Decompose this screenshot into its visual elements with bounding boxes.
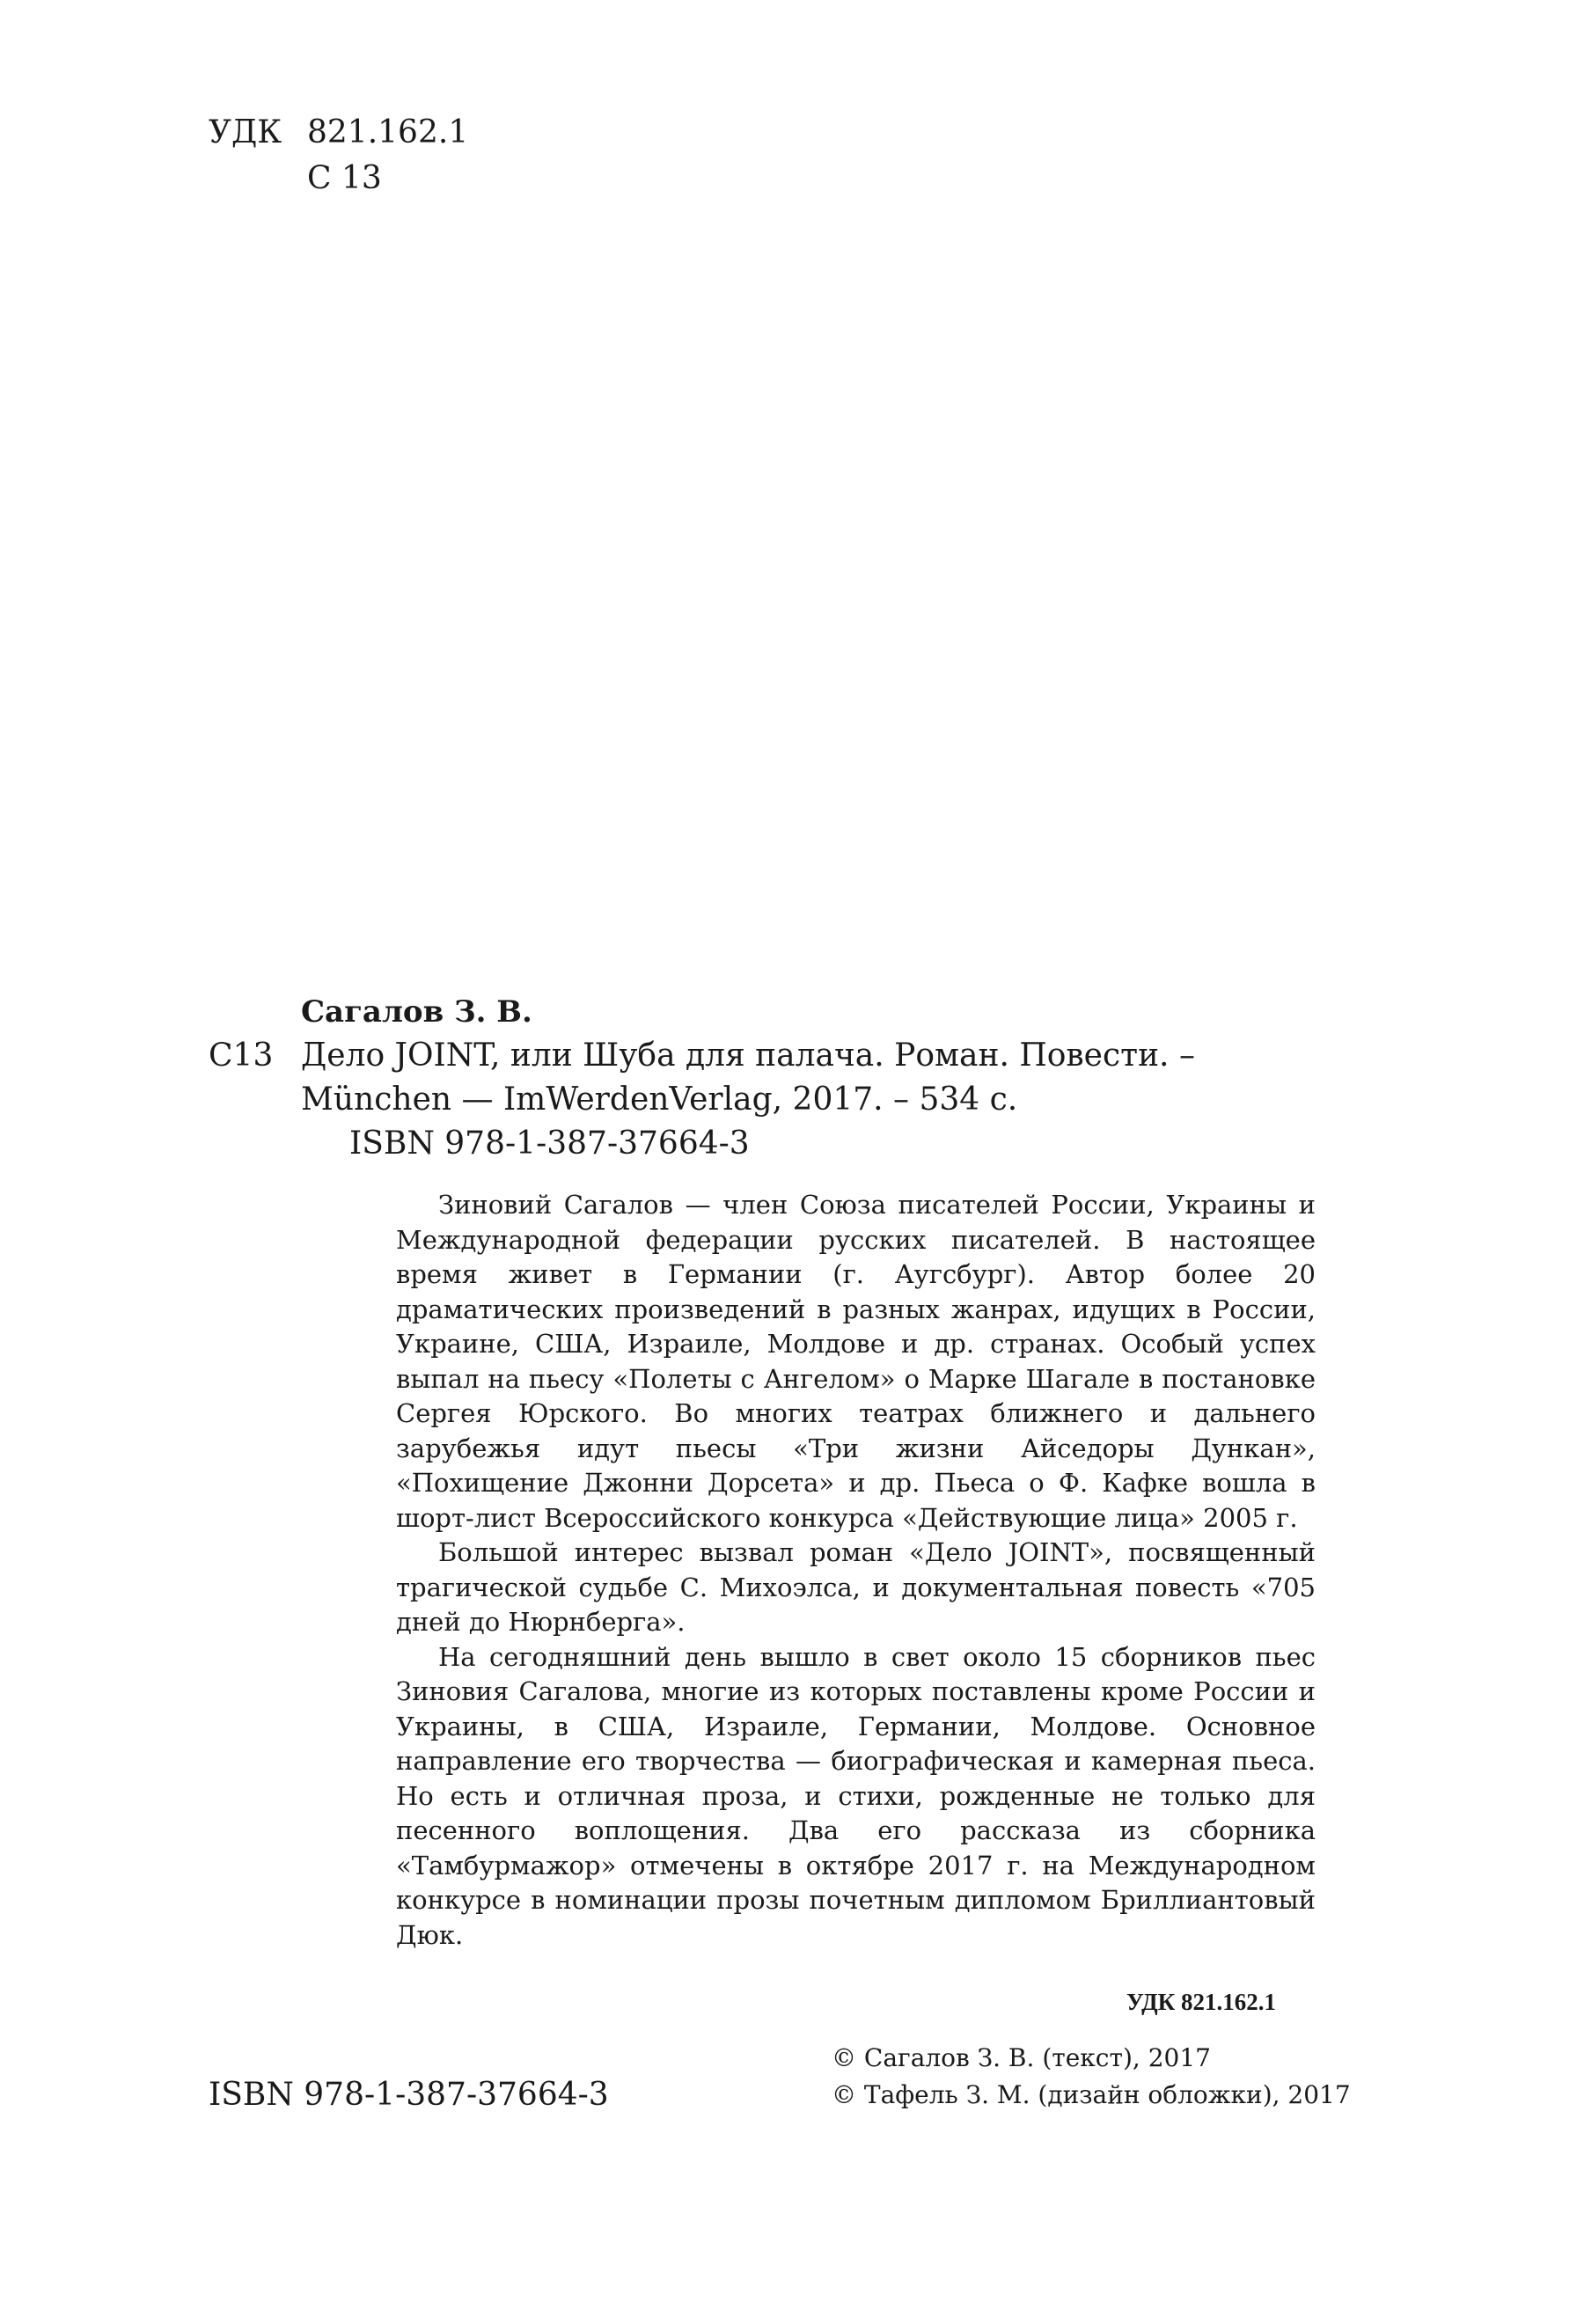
record-isbn: ISBN 978-1-387-37664-3 (349, 1125, 750, 1162)
footer-isbn: ISBN 978-1-387-37664-3 (209, 2077, 609, 2113)
record-code: С13 (209, 1037, 274, 1074)
udk-label: УДК (209, 114, 282, 150)
footer-udk: УДК 821.162.1 (1126, 1989, 1276, 2015)
udk-code: 821.162.1 (307, 114, 469, 150)
annotation-paragraph: На сегодняшний день вышло в свет около 15 сборников пьес Зиновия Сагалова, многие из которых поставлены кроме России и Украины, в США, Израиле, Германии, Молдове. Основное направление его творчества — биографическая и камерная пьеса. Но есть и отличная проза, и стихи, рожденные не только для песенного воплощения. Два его рассказа из сборника «Тамбурмажор» отмечены в октябре 2017 г. на Международном конкурсе в номинации прозы почетным дипломом Бриллиантовый Дюк. (396, 1641, 1316, 1950)
copyright-design: © Тафель З. М. (дизайн обложки), 2017 (832, 2080, 1351, 2109)
annotation-paragraph: Зиновий Сагалов — член Союза писателей России, Украины и Международной федерации русских писателей. В настоящее время живет в Германии (г. Аугсбург). Автор более 20 драматических произведений в разных жанрах, идущих в России, Украине, США, Израиле, Молдове и др. странах. Особый успех выпал на пьесу «Полеты с Ангелом» о Марке Шагале в постановке Сергея Юрского. Во многих театрах ближнего и дальнего зарубежья идут пьесы «Три жизни Айседоры Дункан», «Похищение Джонни Дорсета» и др. Пьеса о Ф. Кафке вошла в шорт-лист Всероссийского конкурса «Действующие лица» 2005 г. (396, 1190, 1316, 1533)
annotation (396, 1188, 1316, 1953)
copyright-text: © Сагалов З. В. (текст), 2017 (832, 2043, 1211, 2072)
record-title-line: Дело JOINT, или Шуба для палача. Роман. Повести. – (301, 1037, 1195, 1074)
udk-classification (209, 110, 468, 202)
annotation-paragraph: Большой интерес вызвал роман «Дело JOINT», посвященный трагической судьбе С. Михоэлса, и документальная повесть «705 дней до Нюрнберга». (396, 1537, 1316, 1637)
record-publisher-line: München — ImWerdenVerlag, 2017. – 534 с. (301, 1081, 1018, 1118)
bibliographic-record (209, 990, 1405, 1166)
author-sign: С 13 (307, 160, 382, 196)
record-author: Сагалов З. В. (301, 994, 532, 1030)
copyright-notices (832, 2040, 1351, 2114)
